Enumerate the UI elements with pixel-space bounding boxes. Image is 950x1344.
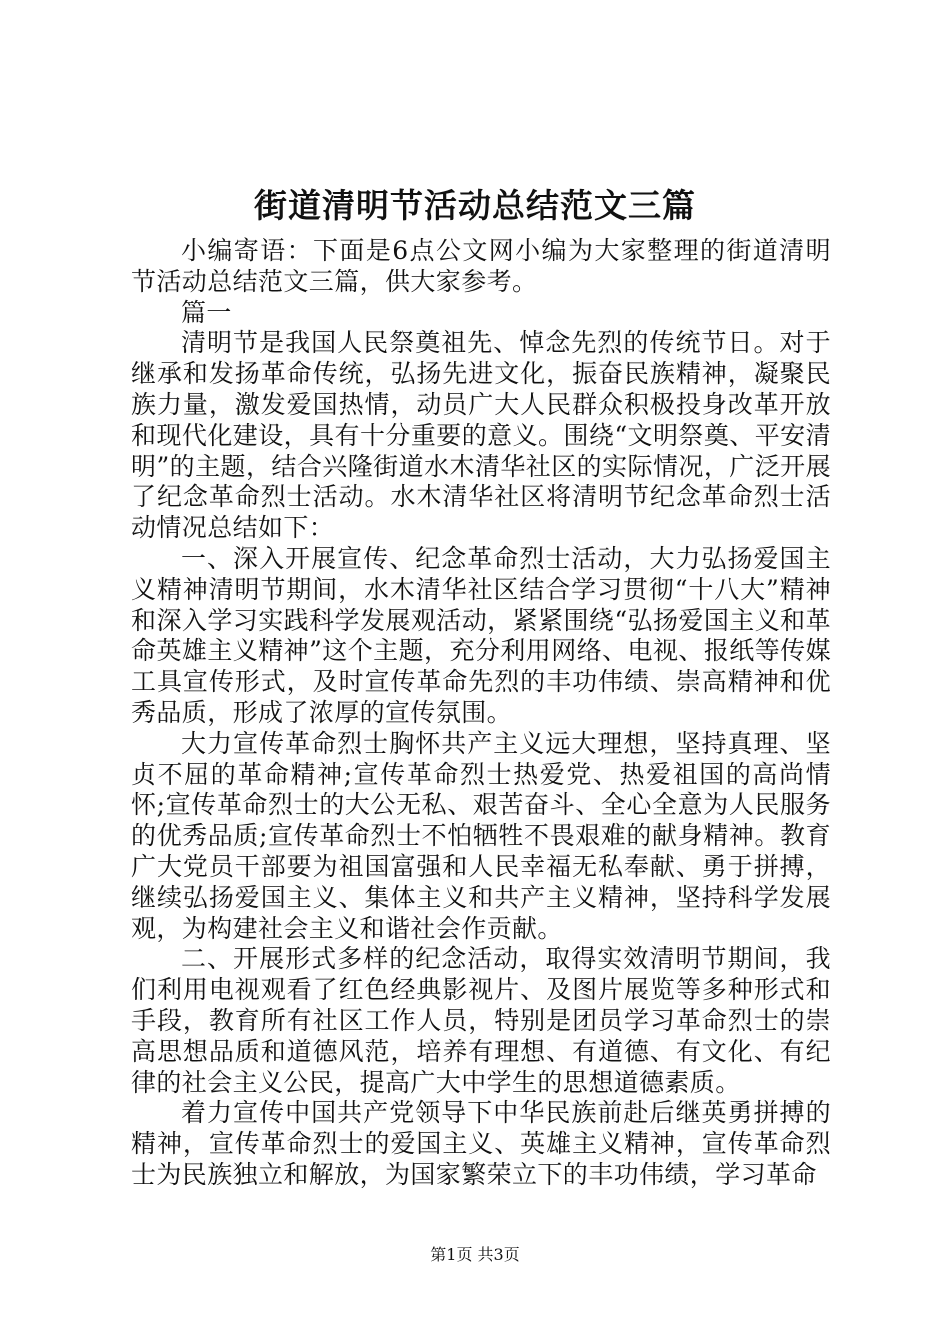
section-heading: 篇一 xyxy=(181,297,232,327)
body-paragraph: 大力宣传革命烈士胸怀共产主义远大理想，坚持真理、坚贞不屈的革命精神;宣传革命烈士热爱党、热爱祖国的高尚情怀;宣传革命烈士的大公无私、艰苦奋斗、全心全意为人民服务的优秀品质;宣传革命烈士不怕牺牲不畏艰难的献身精神。教育广大党员干部要为祖国富强和人民幸福无私奉献、勇于拼搏，继续弘扬爱国主义、集体主义和共产主义精神，坚持科学发展观，为构建社会主义和谐社会作贡献。 xyxy=(131,728,831,943)
page-footer: 第1页 共3页 xyxy=(430,1245,520,1264)
document-body xyxy=(131,236,831,1191)
document-title: 街道清明节活动总结范文三篇 xyxy=(254,186,696,225)
body-paragraph: 一、深入开展宣传、纪念革命烈士活动，大力弘扬爱国主义精神清明节期间，水木清华社区结合学习贯彻“十八大”精神和深入学习实践科学发展观活动，紧紧围绕“弘扬爱国主义和革命英雄主义精神”这个主题，充分利用网络、电视、报纸等传媒工具宣传形式，及时宣传革命先烈的丰功伟绩、崇高精神和优秀品质，形成了浓厚的宣传氛围。 xyxy=(131,543,831,727)
body-paragraph: 着力宣传中国共产党领导下中华民族前赴后继英勇拼搏的精神，宣传革命烈士的爱国主义、英雄主义精神，宣传革命烈士为民族独立和解放，为国家繁荣立下的丰功伟绩，学习革命 xyxy=(131,1098,831,1189)
body-paragraph: 清明节是我国人民祭奠祖先、悼念先烈的传统节日。对于继承和发扬革命传统，弘扬先进文化，振奋民族精神，凝聚民族力量，激发爱国热情，动员广大人民群众积极投身改革开放和现代化建设，具有十分重要的意义。围绕“文明祭奠、平安清明”的主题，结合兴隆街道水木清华社区的实际情况，广泛开展了纪念革命烈士活动。水木清华社区将清明节纪念革命烈士活动情况总结如下： xyxy=(131,328,831,543)
body-paragraph: 二、开展形式多样的纪念活动，取得实效清明节期间，我们利用电视观看了红色经典影视片、及图片展览等多种形式和手段，教育所有社区工作人员，特别是团员学习革命烈士的崇高思想品质和道德风范，培养有理想、有道德、有文化、有纪律的社会主义公民，提高广大中学生的思想道德素质。 xyxy=(131,944,831,1097)
intro-paragraph: 小编寄语：下面是6点公文网小编为大家整理的街道清明节活动总结范文三篇，供大家参考。 xyxy=(131,236,831,296)
